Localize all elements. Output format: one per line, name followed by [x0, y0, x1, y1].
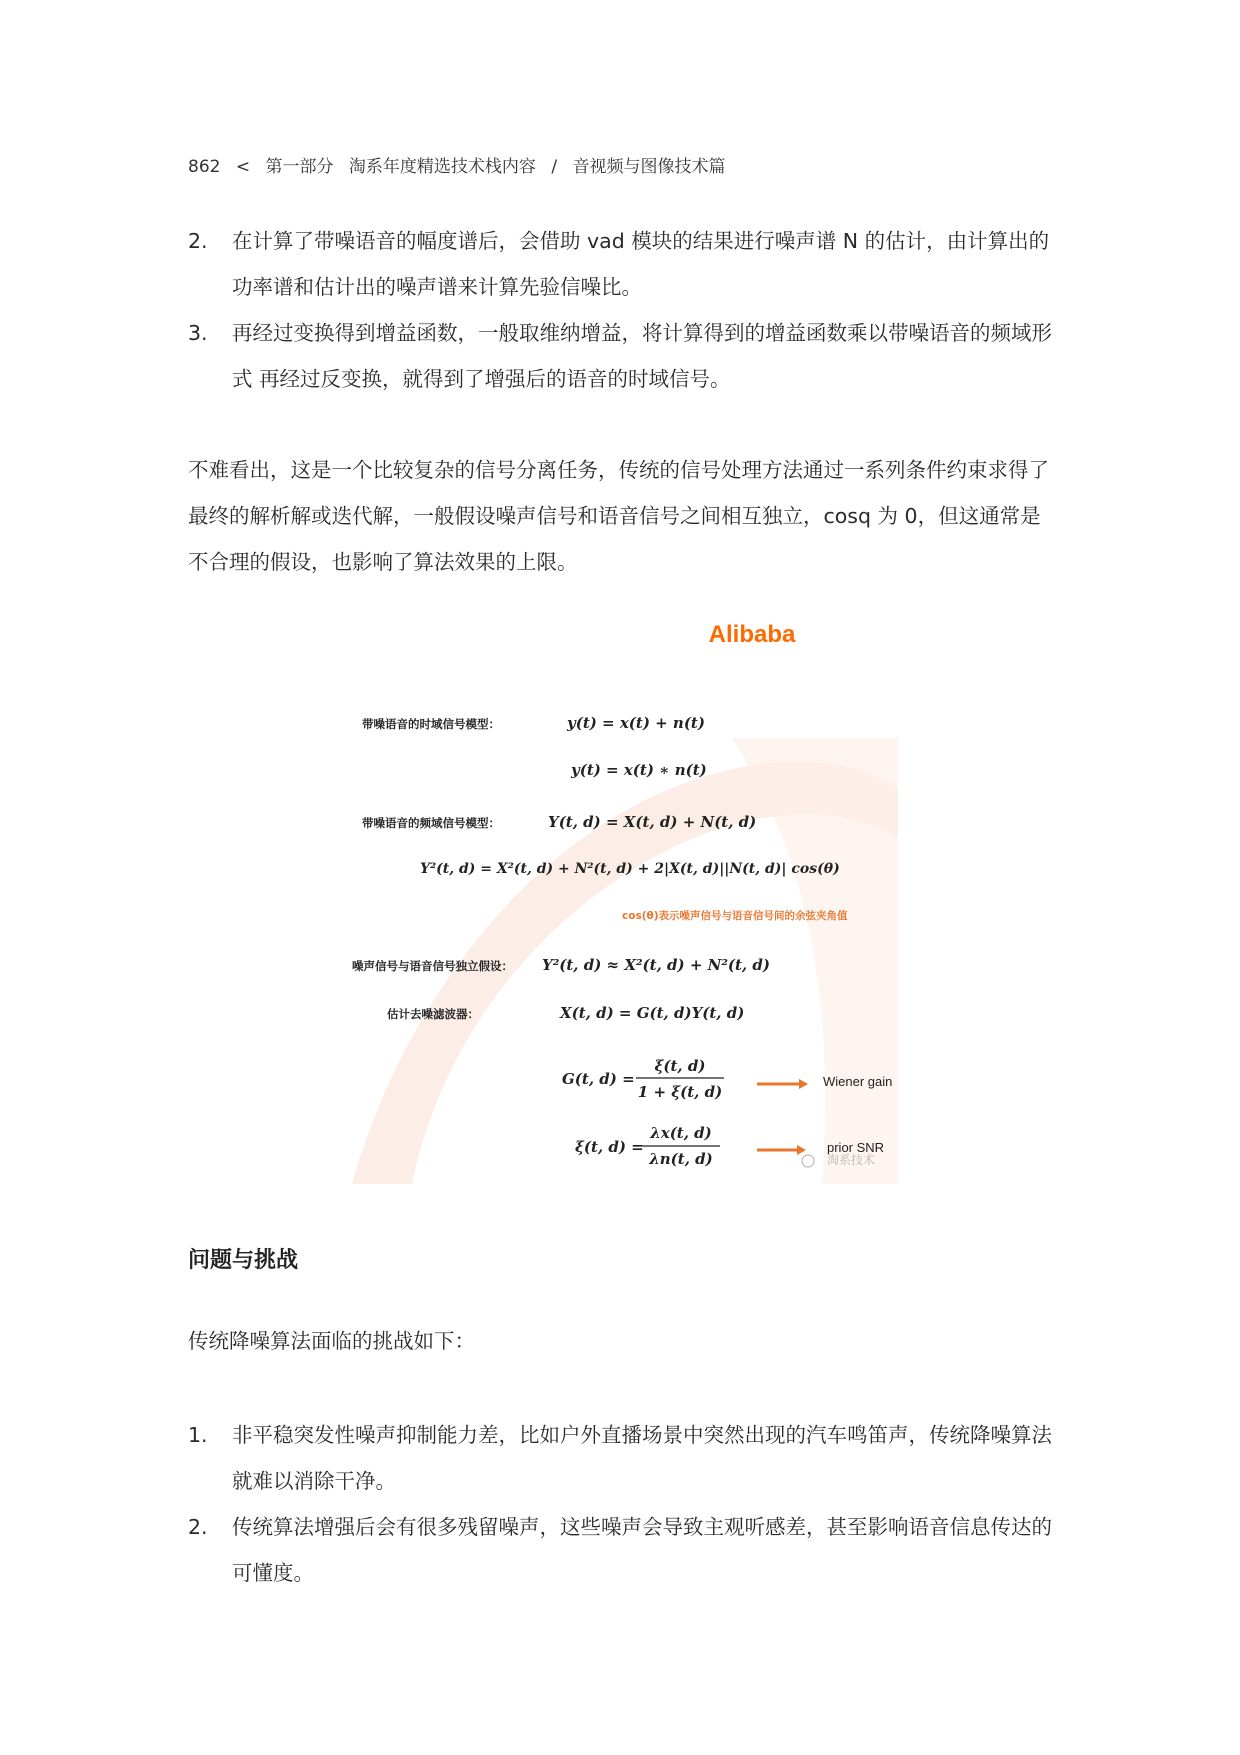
wechat-icon	[802, 1155, 814, 1167]
list-item	[188, 218, 1056, 310]
time-model-label: 带噪语音的时域信号模型：	[362, 717, 500, 731]
freq-equation-2: Y²(t, d) = X²(t, d) + N²(t, d) + 2|X(t, d)||N(t, d)| cos(θ)	[420, 861, 840, 877]
gain-denominator: 1 + ξ(t, d)	[637, 1083, 723, 1101]
time-equation-2: y(t) = x(t) ∗ n(t)	[571, 761, 707, 779]
list-item-number: 1.	[188, 1423, 208, 1447]
back-chevron[interactable]: <	[235, 157, 251, 177]
time-equation-1: y(t) = x(t) + n(t)	[567, 714, 705, 732]
formula-svg	[352, 618, 898, 1184]
gain-arrow-head	[799, 1079, 808, 1089]
header-slash: /	[551, 157, 558, 177]
list-item-text: 传统算法增强后会有很多残留噪声，这些噪声会导致主观听感差，甚至影响语音信息传达的可懂度。	[232, 1515, 1052, 1585]
list-item	[188, 310, 1056, 402]
list-item-number: 2.	[188, 1515, 208, 1539]
list-item-text: 在计算了带噪语音的幅度谱后，会借助 vad 模块的结果进行噪声谱 N 的估计，由计算出的功率谱和估计出的噪声谱来计算先验信噪比。	[232, 229, 1050, 299]
chapter-label: 音视频与图像技术篇	[572, 157, 726, 177]
list-item-text: 再经过变换得到增益函数，一般取维纳增益，将计算得到的增益函数乘以带噪语音的频域形式 再经过反变换，就得到了增强后的语音的时域信号。	[232, 321, 1052, 391]
formula-figure	[352, 618, 898, 1184]
bottom-numbered-list	[188, 1412, 1056, 1596]
intro-paragraph: 传统降噪算法面临的挑战如下：	[188, 1329, 475, 1353]
snr-arrow-head	[797, 1145, 806, 1155]
independence-label: 噪声信号与语音信号独立假设：	[352, 959, 513, 973]
filter-label: 估计去噪滤波器：	[387, 1007, 479, 1021]
freq-equation-1: Y(t, d) = X(t, d) + N(t, d)	[548, 813, 757, 831]
list-item-number: 2.	[188, 229, 208, 253]
gain-lhs: G(t, d) =	[562, 1070, 635, 1088]
part-label: 第一部分	[265, 157, 334, 177]
list-item-number: 3.	[188, 321, 208, 345]
cos-annotation: cos(θ)表示噪声信号与语音信号间的余弦夹角值	[622, 910, 848, 922]
page-number: 862	[188, 157, 221, 177]
list-item	[188, 1504, 1056, 1596]
body-paragraph: 不难看出，这是一个比较复杂的信号分离任务，传统的信号处理方法通过一系列条件约束求得了最终的解析解或迭代解，一般假设噪声信号和语音信号之间相互独立，cosq 为 0，但这通常是不合理的假设，也影响了算法效果的上限。	[188, 458, 1049, 574]
watermark: 淘系技术	[827, 1153, 876, 1167]
prior-snr-label: prior SNR	[827, 1140, 885, 1155]
snr-denominator: λn(t, d)	[649, 1150, 713, 1168]
section-label: 淘系年度精选技术栈内容	[348, 157, 536, 177]
list-item	[188, 1412, 1056, 1504]
page-header	[188, 152, 735, 177]
list-item-text: 非平稳突发性噪声抑制能力差，比如户外直播场景中突然出现的汽车鸣笛声，传统降噪算法就难以消除干净。	[232, 1423, 1052, 1493]
independence-equation: Y²(t, d) ≈ X²(t, d) + N²(t, d)	[542, 956, 770, 974]
freq-model-label: 带噪语音的频域信号模型：	[362, 816, 500, 830]
section-heading: 问题与挑战	[188, 1248, 299, 1273]
filter-equation: X(t, d) = G(t, d)Y(t, d)	[560, 1004, 745, 1022]
wiener-gain-label: Wiener gain	[823, 1074, 893, 1089]
snr-lhs: ξ(t, d) =	[575, 1138, 644, 1156]
top-numbered-list	[188, 218, 1056, 402]
alibaba-logo: Alibaba	[708, 621, 796, 648]
gain-numerator: ξ(t, d)	[654, 1057, 706, 1075]
snr-numerator: λx(t, d)	[650, 1124, 712, 1142]
